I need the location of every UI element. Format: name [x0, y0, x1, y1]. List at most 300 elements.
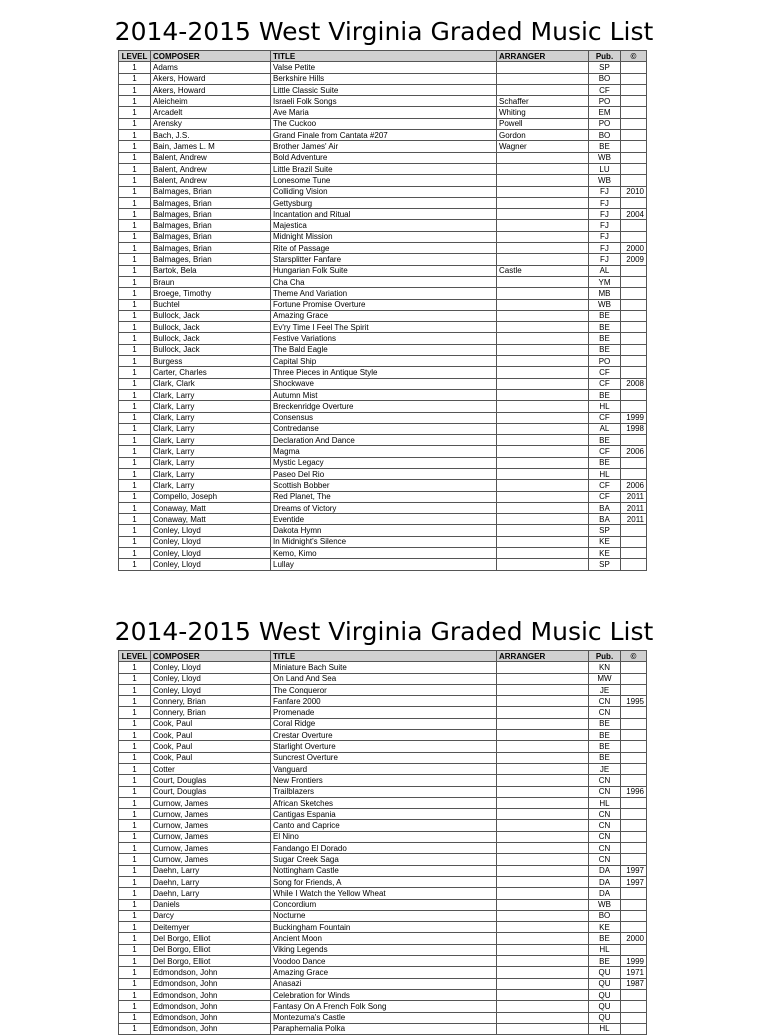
table-row — [119, 831, 647, 842]
cell-title: Colliding Vision — [271, 186, 497, 197]
cell-year — [621, 62, 647, 73]
cell-year — [621, 775, 647, 786]
cell-year — [621, 231, 647, 242]
cell-arranger — [497, 910, 589, 921]
cell-title: Anasazi — [271, 978, 497, 989]
table-row — [119, 197, 647, 208]
table-row — [119, 809, 647, 820]
cell-year — [621, 457, 647, 468]
header-level: LEVEL — [119, 651, 151, 662]
cell-arranger: Whiting — [497, 107, 589, 118]
cell-level: 1 — [119, 899, 151, 910]
cell-arranger — [497, 514, 589, 525]
cell-composer: Conley, Lloyd — [151, 673, 271, 684]
cell-pub: BE — [589, 344, 621, 355]
cell-year: 1995 — [621, 696, 647, 707]
cell-title: Majestica — [271, 220, 497, 231]
cell-level: 1 — [119, 107, 151, 118]
cell-title: Promenade — [271, 707, 497, 718]
cell-title: Ev'ry Time I Feel The Spirit — [271, 322, 497, 333]
cell-pub: SP — [589, 559, 621, 570]
cell-year — [621, 1023, 647, 1034]
cell-composer: Edmondson, John — [151, 967, 271, 978]
cell-pub: PO — [589, 96, 621, 107]
cell-level: 1 — [119, 786, 151, 797]
table-row — [119, 367, 647, 378]
cell-composer: Curnow, James — [151, 797, 271, 808]
cell-arranger: Wagner — [497, 141, 589, 152]
cell-title: Red Planet, The — [271, 491, 497, 502]
table-row — [119, 865, 647, 876]
table-row — [119, 888, 647, 899]
cell-pub: BE — [589, 310, 621, 321]
cell-pub: FJ — [589, 243, 621, 254]
table-row — [119, 265, 647, 276]
cell-pub: BE — [589, 333, 621, 344]
table-row — [119, 175, 647, 186]
cell-composer: Edmondson, John — [151, 1023, 271, 1034]
cell-level: 1 — [119, 763, 151, 774]
table-row — [119, 96, 647, 107]
cell-title: Vanguard — [271, 763, 497, 774]
cell-arranger — [497, 491, 589, 502]
table-row — [119, 797, 647, 808]
cell-title: Amazing Grace — [271, 310, 497, 321]
cell-pub: DA — [589, 876, 621, 887]
cell-composer: Bullock, Jack — [151, 344, 271, 355]
cell-arranger — [497, 152, 589, 163]
cell-title: Gettysburg — [271, 197, 497, 208]
cell-arranger — [497, 989, 589, 1000]
cell-arranger — [497, 1012, 589, 1023]
cell-pub: FJ — [589, 220, 621, 231]
cell-title: Cantigas Espania — [271, 809, 497, 820]
table-row — [119, 310, 647, 321]
cell-pub: SP — [589, 62, 621, 73]
cell-level: 1 — [119, 525, 151, 536]
cell-level: 1 — [119, 243, 151, 254]
cell-composer: Cotter — [151, 763, 271, 774]
cell-pub: CN — [589, 786, 621, 797]
cell-title: Suncrest Overture — [271, 752, 497, 763]
cell-composer: Court, Douglas — [151, 786, 271, 797]
cell-arranger — [497, 684, 589, 695]
cell-title: Theme And Variation — [271, 288, 497, 299]
cell-pub: HL — [589, 944, 621, 955]
cell-arranger — [497, 831, 589, 842]
cell-arranger — [497, 1001, 589, 1012]
cell-year — [621, 118, 647, 129]
cell-arranger — [497, 423, 589, 434]
cell-year — [621, 910, 647, 921]
cell-title: Scottish Bobber — [271, 480, 497, 491]
cell-arranger — [497, 843, 589, 854]
cell-year: 1999 — [621, 956, 647, 967]
table-row — [119, 491, 647, 502]
cell-year — [621, 96, 647, 107]
cell-pub: HL — [589, 797, 621, 808]
cell-level: 1 — [119, 84, 151, 95]
cell-level: 1 — [119, 265, 151, 276]
cell-title: The Bald Eagle — [271, 344, 497, 355]
cell-arranger — [497, 673, 589, 684]
cell-composer: Del Borgo, Elliot — [151, 944, 271, 955]
cell-arranger — [497, 922, 589, 933]
table-row — [119, 775, 647, 786]
cell-level: 1 — [119, 809, 151, 820]
table-header-row — [119, 51, 647, 62]
cell-title: Festive Variations — [271, 333, 497, 344]
cell-year: 2009 — [621, 254, 647, 265]
cell-arranger — [497, 209, 589, 220]
cell-level: 1 — [119, 197, 151, 208]
table-row — [119, 662, 647, 673]
cell-title: Brother James' Air — [271, 141, 497, 152]
cell-year — [621, 684, 647, 695]
cell-arranger — [497, 412, 589, 423]
cell-pub: SP — [589, 525, 621, 536]
cell-pub: BE — [589, 933, 621, 944]
cell-composer: Bullock, Jack — [151, 310, 271, 321]
cell-title: Crestar Overture — [271, 730, 497, 741]
cell-arranger — [497, 62, 589, 73]
cell-year — [621, 888, 647, 899]
cell-level: 1 — [119, 888, 151, 899]
cell-arranger — [497, 797, 589, 808]
cell-composer: Balent, Andrew — [151, 152, 271, 163]
cell-composer: Arensky — [151, 118, 271, 129]
cell-composer: Clark, Larry — [151, 401, 271, 412]
cell-arranger — [497, 322, 589, 333]
table-row — [119, 220, 647, 231]
table-row — [119, 559, 647, 570]
cell-year: 1996 — [621, 786, 647, 797]
cell-arranger — [497, 254, 589, 265]
table-row — [119, 401, 647, 412]
cell-arranger — [497, 1023, 589, 1034]
cell-level: 1 — [119, 344, 151, 355]
cell-level: 1 — [119, 457, 151, 468]
cell-year: 2011 — [621, 514, 647, 525]
cell-arranger — [497, 662, 589, 673]
cell-level: 1 — [119, 843, 151, 854]
cell-composer: Del Borgo, Elliot — [151, 933, 271, 944]
cell-composer: Cook, Paul — [151, 730, 271, 741]
page-title: 2014-2015 West Virginia Graded Music List — [114, 617, 654, 646]
cell-arranger — [497, 299, 589, 310]
table-row — [119, 243, 647, 254]
cell-title: Eventide — [271, 514, 497, 525]
table-row — [119, 876, 647, 887]
table-row — [119, 480, 647, 491]
cell-level: 1 — [119, 673, 151, 684]
cell-pub: LU — [589, 163, 621, 174]
cell-title: Song for Friends, A — [271, 876, 497, 887]
cell-title: Incantation and Ritual — [271, 209, 497, 220]
table-row — [119, 718, 647, 729]
table-row — [119, 514, 647, 525]
cell-level: 1 — [119, 559, 151, 570]
cell-composer: Cook, Paul — [151, 741, 271, 752]
cell-composer: Clark, Larry — [151, 480, 271, 491]
table-row — [119, 152, 647, 163]
cell-pub: FJ — [589, 186, 621, 197]
cell-title: Starsplitter Fanfare — [271, 254, 497, 265]
cell-composer: Bartok, Bela — [151, 265, 271, 276]
cell-title: Rite of Passage — [271, 243, 497, 254]
table-row — [119, 741, 647, 752]
table-row — [119, 956, 647, 967]
cell-arranger — [497, 967, 589, 978]
cell-pub: QU — [589, 967, 621, 978]
cell-title: Viking Legends — [271, 944, 497, 955]
cell-year: 2011 — [621, 502, 647, 513]
table-row — [119, 378, 647, 389]
cell-pub: FJ — [589, 254, 621, 265]
cell-year: 1999 — [621, 412, 647, 423]
cell-pub: FJ — [589, 197, 621, 208]
cell-title: Montezuma's Castle — [271, 1012, 497, 1023]
table-row — [119, 933, 647, 944]
cell-arranger — [497, 276, 589, 287]
table-row — [119, 344, 647, 355]
cell-title: Israeli Folk Songs — [271, 96, 497, 107]
cell-year — [621, 288, 647, 299]
cell-arranger — [497, 718, 589, 729]
cell-year — [621, 559, 647, 570]
table-row — [119, 1023, 647, 1034]
table-row — [119, 389, 647, 400]
cell-composer: Connery, Brian — [151, 707, 271, 718]
cell-level: 1 — [119, 163, 151, 174]
cell-arranger: Gordon — [497, 130, 589, 141]
cell-arranger — [497, 310, 589, 321]
cell-arranger — [497, 389, 589, 400]
cell-year: 1987 — [621, 978, 647, 989]
cell-composer: Deitemyer — [151, 922, 271, 933]
cell-title: New Frontiers — [271, 775, 497, 786]
cell-pub: KN — [589, 662, 621, 673]
cell-title: Celebration for Winds — [271, 989, 497, 1000]
cell-title: Lullay — [271, 559, 497, 570]
table-row — [119, 356, 647, 367]
cell-year — [621, 718, 647, 729]
table-row — [119, 673, 647, 684]
cell-year — [621, 107, 647, 118]
cell-year — [621, 752, 647, 763]
cell-title: Consensus — [271, 412, 497, 423]
cell-level: 1 — [119, 502, 151, 513]
cell-arranger — [497, 854, 589, 865]
cell-year — [621, 1001, 647, 1012]
cell-year — [621, 944, 647, 955]
cell-title: Kemo, Kimo — [271, 548, 497, 559]
cell-title: Little Classic Suite — [271, 84, 497, 95]
cell-arranger — [497, 809, 589, 820]
cell-pub: CF — [589, 491, 621, 502]
cell-pub: EM — [589, 107, 621, 118]
table-row — [119, 254, 647, 265]
cell-level: 1 — [119, 401, 151, 412]
cell-level: 1 — [119, 876, 151, 887]
table-header-row — [119, 651, 647, 662]
cell-composer: Compello, Joseph — [151, 491, 271, 502]
cell-composer: Daehn, Larry — [151, 888, 271, 899]
cell-year: 2011 — [621, 491, 647, 502]
cell-level: 1 — [119, 820, 151, 831]
cell-title: Berkshire Hills — [271, 73, 497, 84]
cell-composer: Edmondson, John — [151, 1001, 271, 1012]
cell-title: Magma — [271, 446, 497, 457]
cell-arranger — [497, 231, 589, 242]
cell-composer: Darcy — [151, 910, 271, 921]
cell-composer: Curnow, James — [151, 820, 271, 831]
cell-title: Mystic Legacy — [271, 457, 497, 468]
cell-composer: Broege, Timothy — [151, 288, 271, 299]
cell-arranger — [497, 401, 589, 412]
cell-composer: Clark, Larry — [151, 468, 271, 479]
table-row — [119, 209, 647, 220]
cell-title: Concordium — [271, 899, 497, 910]
cell-arranger — [497, 865, 589, 876]
cell-year: 2000 — [621, 933, 647, 944]
cell-title: Buckingham Fountain — [271, 922, 497, 933]
cell-pub: CF — [589, 84, 621, 95]
cell-level: 1 — [119, 446, 151, 457]
cell-year — [621, 356, 647, 367]
header-pub: Pub. — [589, 51, 621, 62]
cell-composer: Conley, Lloyd — [151, 536, 271, 547]
cell-level: 1 — [119, 435, 151, 446]
table-row — [119, 730, 647, 741]
cell-title: Capital Ship — [271, 356, 497, 367]
header-year: © — [621, 51, 647, 62]
cell-pub: HL — [589, 401, 621, 412]
cell-arranger — [497, 468, 589, 479]
table-row — [119, 62, 647, 73]
cell-level: 1 — [119, 956, 151, 967]
cell-level: 1 — [119, 491, 151, 502]
cell-year: 1971 — [621, 967, 647, 978]
cell-pub: BO — [589, 73, 621, 84]
cell-level: 1 — [119, 933, 151, 944]
cell-level: 1 — [119, 367, 151, 378]
cell-title: Lonesome Tune — [271, 175, 497, 186]
cell-level: 1 — [119, 276, 151, 287]
cell-year: 2004 — [621, 209, 647, 220]
cell-title: Ancient Moon — [271, 933, 497, 944]
cell-arranger — [497, 480, 589, 491]
cell-arranger — [497, 356, 589, 367]
cell-pub: BE — [589, 956, 621, 967]
cell-arranger — [497, 876, 589, 887]
cell-title: Breckenridge Overture — [271, 401, 497, 412]
cell-level: 1 — [119, 514, 151, 525]
cell-title: Shockwave — [271, 378, 497, 389]
cell-composer: Edmondson, John — [151, 978, 271, 989]
header-title: TITLE — [271, 51, 497, 62]
cell-composer: Balmages, Brian — [151, 197, 271, 208]
cell-pub: CF — [589, 378, 621, 389]
cell-pub: BE — [589, 322, 621, 333]
cell-arranger — [497, 763, 589, 774]
cell-pub: FJ — [589, 209, 621, 220]
cell-title: Voodoo Dance — [271, 956, 497, 967]
cell-arranger — [497, 820, 589, 831]
cell-title: Dakota Hymn — [271, 525, 497, 536]
cell-arranger — [497, 752, 589, 763]
cell-arranger — [497, 786, 589, 797]
cell-title: Starlight Overture — [271, 741, 497, 752]
cell-level: 1 — [119, 480, 151, 491]
cell-level: 1 — [119, 865, 151, 876]
cell-title: Fanfare 2000 — [271, 696, 497, 707]
cell-composer: Clark, Larry — [151, 457, 271, 468]
cell-title: Fortune Promise Overture — [271, 299, 497, 310]
cell-composer: Connery, Brian — [151, 696, 271, 707]
cell-composer: Clark, Larry — [151, 389, 271, 400]
cell-pub: BE — [589, 435, 621, 446]
table-row — [119, 412, 647, 423]
cell-pub: CN — [589, 809, 621, 820]
cell-level: 1 — [119, 797, 151, 808]
cell-pub: BO — [589, 910, 621, 921]
header-year: © — [621, 651, 647, 662]
cell-year — [621, 299, 647, 310]
cell-composer: Balmages, Brian — [151, 209, 271, 220]
cell-composer: Conaway, Matt — [151, 514, 271, 525]
cell-composer: Clark, Larry — [151, 423, 271, 434]
table-row — [119, 118, 647, 129]
cell-pub: HL — [589, 1023, 621, 1034]
table-row — [119, 525, 647, 536]
cell-composer: Curnow, James — [151, 854, 271, 865]
cell-arranger — [497, 978, 589, 989]
cell-arranger — [497, 457, 589, 468]
cell-title: Three Pieces in Antique Style — [271, 367, 497, 378]
cell-arranger — [497, 84, 589, 95]
cell-year — [621, 820, 647, 831]
cell-level: 1 — [119, 310, 151, 321]
table-row — [119, 752, 647, 763]
cell-level: 1 — [119, 423, 151, 434]
cell-arranger — [497, 220, 589, 231]
cell-pub: KE — [589, 548, 621, 559]
cell-pub: QU — [589, 978, 621, 989]
cell-title: While I Watch the Yellow Wheat — [271, 888, 497, 899]
cell-year — [621, 322, 647, 333]
cell-composer: Cook, Paul — [151, 718, 271, 729]
cell-arranger — [497, 536, 589, 547]
cell-composer: Conaway, Matt — [151, 502, 271, 513]
table-row — [119, 502, 647, 513]
cell-composer: Adams — [151, 62, 271, 73]
cell-composer: Bain, James L. M — [151, 141, 271, 152]
cell-pub: WB — [589, 175, 621, 186]
cell-year — [621, 843, 647, 854]
cell-arranger — [497, 175, 589, 186]
cell-composer: Clark, Clark — [151, 378, 271, 389]
cell-composer: Conley, Lloyd — [151, 559, 271, 570]
cell-arranger — [497, 243, 589, 254]
cell-level: 1 — [119, 152, 151, 163]
cell-level: 1 — [119, 118, 151, 129]
cell-level: 1 — [119, 967, 151, 978]
cell-arranger — [497, 707, 589, 718]
cell-level: 1 — [119, 944, 151, 955]
cell-title: Autumn Mist — [271, 389, 497, 400]
cell-year: 2010 — [621, 186, 647, 197]
